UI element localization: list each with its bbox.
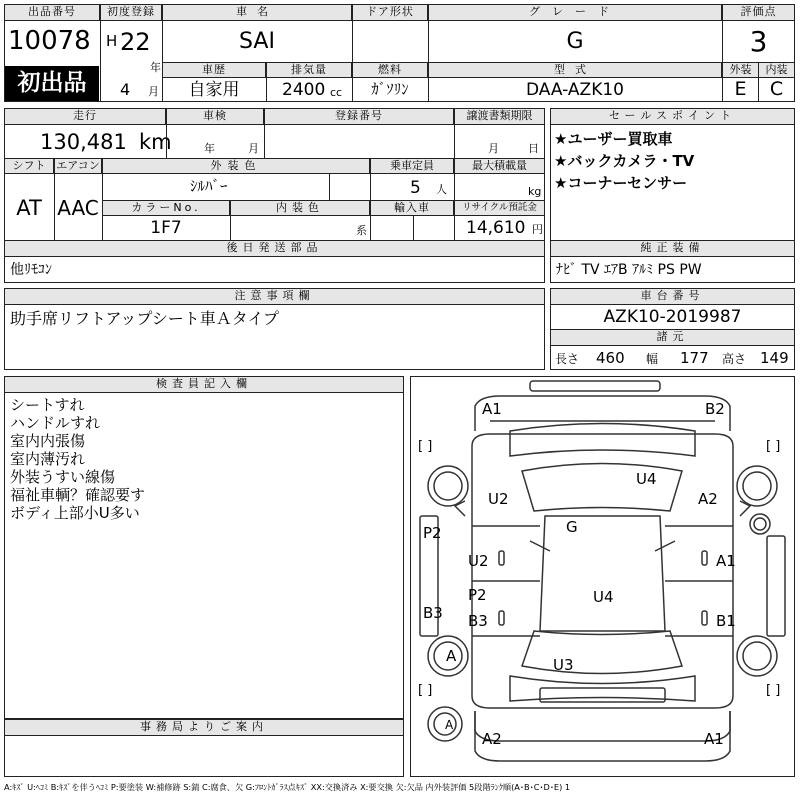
era-letter: H: [106, 32, 118, 50]
transfer-day-unit: 日: [528, 142, 539, 155]
fuel: ｶﾞｿﾘﾝ: [371, 80, 409, 98]
model-header: 型式: [428, 62, 722, 78]
score: 3: [749, 25, 768, 58]
history: 自家用: [188, 80, 240, 100]
mark-p2-rear-door-left: P2: [468, 586, 487, 604]
capacity-unit: 人: [436, 183, 447, 196]
notes-header: 注意事項欄: [4, 288, 545, 305]
damage-legend: A:ｷｽﾞ U:ﾍｺﾐ B:ｷｽﾞを伴うﾍｺﾐ P:要塗装 W:補修跡 S:錆 C:腐食、欠 G:ﾌﾛﾝﾄｶﾞﾗｽ点ｷｽﾞ XX:交換済み X:要交換 欠:欠品 内外装評価 5段階ﾗﾝｸ順(A･B･C･D･E) 1: [4, 782, 571, 792]
inspector-header: 検査員記入欄: [4, 376, 404, 393]
first-listing-badge: 初出品: [5, 66, 99, 101]
office-header: 事務局よりご案内: [4, 719, 404, 736]
shift-header: シフト: [4, 158, 54, 174]
genuine-equipment: ﾅﾋﾞ TV ｴｱB ｱﾙﾐ PS PW: [556, 262, 702, 278]
sales-point-1: ★ユーザー買取車: [554, 130, 673, 148]
score-header: 評価点: [722, 4, 795, 21]
inspector-notes: [10, 396, 145, 522]
recycle-deposit-header: リサイクル預託金: [454, 200, 545, 216]
import-header: 輸入車: [370, 200, 454, 216]
registration-number-header: 登録番号: [264, 108, 454, 125]
displacement-header: 排気量: [266, 62, 352, 78]
transfer-deadline-header: 譲渡書類期限: [454, 108, 545, 125]
length-value: 460: [596, 349, 625, 367]
exterior-color-header: 外装色: [102, 158, 370, 174]
interior-score: C: [769, 78, 784, 100]
sales-point-header: セールスポイント: [550, 108, 795, 125]
inspection-header: 車検: [166, 108, 264, 125]
capacity-header: 乗車定員: [370, 158, 454, 174]
interior-header: 内装: [758, 62, 795, 78]
genuine-equipment-header: 純正装備: [550, 240, 795, 257]
sales-point-3: ★コーナーセンサー: [554, 174, 688, 192]
mileage: 130,481: [40, 130, 127, 154]
mark-u4-roof: U4: [593, 588, 614, 606]
shift: AT: [16, 196, 42, 220]
mark-a1-door-right: A1: [716, 552, 736, 570]
inspector-line: シートすれ: [10, 396, 85, 414]
transfer-month-unit: 月: [488, 142, 499, 155]
car-damage-diagram: [410, 376, 795, 777]
mark-b1-rear-door-right: B1: [716, 612, 736, 630]
later-parts: 他ﾘﾓｺﾝ: [10, 262, 52, 278]
door-type-header: ドア形状: [352, 4, 428, 21]
inspector-line: 福祉車輌？確認要す: [10, 486, 146, 504]
mark-b2-front-right: B2: [705, 400, 725, 418]
chassis-number: AZK10-2019987: [603, 307, 742, 327]
width-label: 幅: [646, 352, 659, 366]
sales-point-2: ★バックカメラ・TV: [554, 152, 695, 170]
first-registration-header: 初度登録: [100, 4, 162, 21]
mark-b3-side-left: B3: [423, 604, 443, 622]
mileage-unit: km: [139, 130, 172, 154]
aircon: AAC: [57, 196, 99, 220]
color-number: 1F7: [150, 218, 182, 238]
notes: 助手席リフトアップシート車Ａタイプ: [10, 309, 279, 328]
fuel-header: 燃料: [352, 62, 428, 78]
max-load-header: 最大積載量: [454, 158, 545, 174]
interior-color-unit: 系: [356, 224, 367, 237]
mark-a2-rear-left: A2: [482, 730, 502, 748]
displacement: 2400: [282, 80, 326, 100]
bracket-mark: [ ]: [418, 683, 433, 698]
displacement-unit: cc: [330, 86, 343, 99]
history-header: 車歴: [162, 62, 266, 78]
grade: G: [566, 29, 584, 54]
aircon-header: エアコン: [54, 158, 102, 174]
mark-p2-side-left: P2: [423, 524, 442, 542]
inspector-line: ハンドルすれ: [10, 414, 101, 432]
bracket-mark: [ ]: [766, 439, 781, 454]
model-code: DAA-AZK10: [526, 80, 624, 100]
inspection-month-unit: 月: [248, 142, 259, 155]
later-parts-header: 後日発送部品: [4, 240, 545, 257]
height-label: 高さ: [722, 352, 747, 366]
length-label: 長さ: [555, 352, 580, 366]
exterior-color: ｼﾙﾊﾞｰ: [190, 177, 228, 195]
mark-g-windshield: G: [566, 518, 578, 536]
mark-a-spare: A: [445, 718, 454, 732]
recycle-unit: 円: [532, 223, 543, 236]
month-unit: 月: [148, 85, 159, 98]
height-value: 149: [760, 349, 789, 367]
year-unit: 年: [150, 61, 161, 74]
width-value: 177: [680, 349, 709, 367]
inspector-line: ボディ上部小U多い: [10, 504, 140, 522]
inspector-line: 室内内張傷: [10, 432, 86, 450]
lot-number-header: 出品番号: [4, 4, 100, 21]
mark-u2-fender-left: U2: [488, 490, 509, 508]
recycle-deposit: 14,610: [466, 218, 526, 238]
mark-a2-fender-right: A2: [698, 490, 718, 508]
inspection-year-unit: 年: [204, 142, 215, 155]
registration-year: 22: [120, 28, 151, 56]
inspector-line: 室内薄汚れ: [10, 450, 86, 468]
mark-a-rear-wheel: A: [446, 647, 457, 665]
exterior-header: 外装: [722, 62, 759, 78]
car-name: SAI: [239, 29, 275, 54]
bracket-mark: [ ]: [766, 683, 781, 698]
interior-color-header: 内装色: [230, 200, 370, 216]
mileage-header: 走行: [4, 108, 166, 125]
capacity: 5: [410, 178, 421, 198]
exterior-score: E: [734, 78, 747, 100]
mark-u2-door-left: U2: [468, 552, 489, 570]
mark-a1-rear-right: A1: [704, 730, 724, 748]
specs-header: 諸元: [550, 329, 795, 346]
chassis-number-header: 車台番号: [550, 288, 795, 305]
mark-u3-trunk: U3: [553, 656, 574, 674]
mark-u4-hood: U4: [636, 470, 657, 488]
grade-header: グレード: [428, 4, 722, 21]
registration-month: 4: [120, 80, 131, 99]
inspector-line: 外装うすい線傷: [10, 468, 116, 486]
bracket-mark: [ ]: [418, 439, 433, 454]
color-number-header: カラーNo.: [102, 200, 230, 216]
mark-a1-front-left: A1: [482, 400, 502, 418]
max-load-unit: kg: [528, 185, 542, 198]
car-name-header: 車名: [162, 4, 352, 21]
mark-b3-rear-door-left: B3: [468, 612, 488, 630]
lot-number: 10078: [8, 26, 91, 56]
